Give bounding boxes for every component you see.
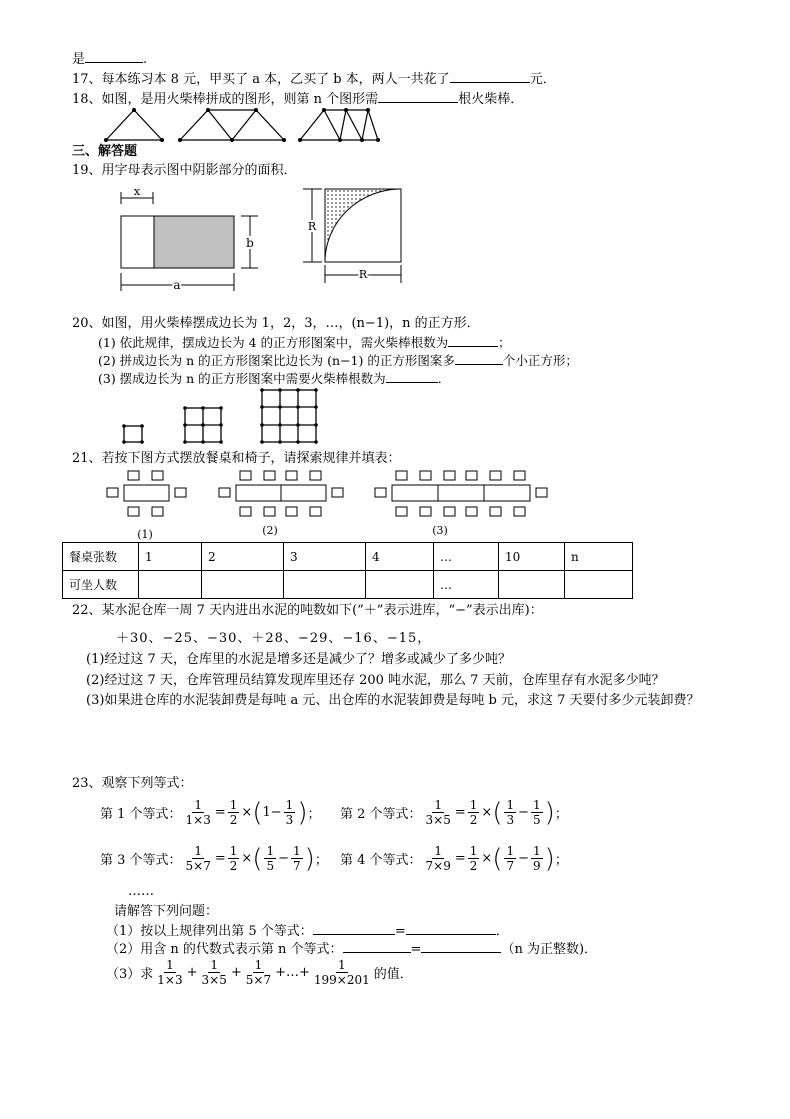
chair — [152, 471, 163, 480]
answer-blank[interactable] — [386, 370, 438, 383]
question-18: 18、如图，是用火柴棒拼成的图形，则第 n 个图形需 根火柴棒． — [72, 92, 524, 107]
q23-ask: 请解答下列问题： — [114, 904, 219, 919]
tables-chairs-figure — [100, 466, 560, 542]
q22-part-3: (3)如果进仓库的水泥装卸费是每吨 a 元、出仓库的水泥装卸费是每吨 b 元，求这 7 天要付多少元装卸费？ — [86, 693, 700, 708]
question-22: 22、某水泥仓库一周 7 天内进出水泥的吨数如下(“＋”表示进库，“−”表示出库)： — [72, 603, 543, 618]
label-x: x — [133, 185, 141, 198]
q20-part-1: (1) 依此规律，摆成边长为 4 的正方形图案中，需火柴棒根数为 ； — [98, 335, 511, 350]
square-size-3 — [262, 390, 316, 442]
label-a: a — [173, 278, 181, 292]
equation-3: 第 3 个等式： $\frac{1}{5\times 7}$ = $\frac{1}{2}$ × ( $\frac{1}{5}$ − $\frac{1}{7}$ ) ； — [100, 843, 328, 874]
label-b: b — [246, 236, 254, 250]
table — [124, 485, 169, 501]
question-20: 20、如图，用火柴棒摆成边长为 1，2，3，…，(n−1)，n 的正方形． — [72, 316, 480, 331]
question-23: 23、观察下列等式： — [72, 776, 193, 791]
table-cell: 2 — [202, 543, 284, 571]
table-cell: 餐桌张数 — [63, 543, 139, 571]
equation-1: 第 1 个等式： $\frac{1}{1\times 3}$ = $\frac{1}{2}$ × ( 1 − $\frac{1}{3}$ ) ； — [100, 797, 321, 828]
quarter-circle-figure — [303, 189, 401, 283]
q23-part-2: （2）用含 n 的代数式表示第 n 个等式： = （n 为正整数)． — [106, 942, 598, 957]
table — [438, 485, 484, 501]
figure-label: (2) — [262, 524, 278, 537]
q23-part-1: （1）按以上规律列出第 5 个等式： = ． — [106, 924, 509, 939]
table-cell: 可坐人数 — [63, 571, 139, 599]
answer-blank[interactable] — [85, 50, 143, 63]
chair — [152, 507, 163, 516]
table-cell: n — [565, 543, 633, 571]
matchstick-squares-figure — [115, 386, 335, 448]
table-input-cell[interactable] — [499, 571, 565, 599]
table-input-cell[interactable] — [284, 571, 366, 599]
triangle-figure-1 — [106, 110, 162, 140]
answer-blank[interactable] — [455, 352, 503, 365]
chair — [128, 507, 139, 516]
question-19: 19、用字母表示图中阴影部分的面积． — [72, 163, 297, 178]
question-21: 21、若按下图方式摆放餐桌和椅子，请探索规律并填表： — [72, 451, 401, 466]
chair — [128, 471, 139, 480]
area-figures — [110, 185, 410, 300]
shaded-region — [154, 216, 234, 268]
answer-blank[interactable] — [313, 922, 395, 935]
answer-blank[interactable] — [450, 70, 530, 83]
label-R-horizontal: R — [358, 268, 368, 281]
q20-part-3: (3) 摆成边长为 n 的正方形图案中需要火柴棒根数为 ． — [98, 371, 451, 386]
table-cell: … — [434, 571, 499, 599]
q16-tail: 是 . — [72, 52, 148, 67]
ellipsis: …… — [128, 884, 154, 899]
rectangle-figure — [121, 185, 258, 292]
table-input-cell[interactable] — [366, 571, 434, 599]
equation-2: 第 2 个等式： $\frac{1}{3\times 5}$ = $\frac{1}{2}$ × ( $\frac{1}{3}$ − $\frac{1}{5}$ ) ； — [340, 797, 568, 828]
matchstick-triangles-figure — [100, 106, 380, 146]
table — [281, 485, 326, 501]
chair — [175, 488, 186, 497]
table-cell: 3 — [284, 543, 366, 571]
table-input-cell[interactable] — [202, 571, 284, 599]
q22-data: ＋30、−25、−30、＋28、−29、−16、−15， — [116, 631, 432, 646]
table-cell: 10 — [499, 543, 565, 571]
table-cell: … — [434, 543, 499, 571]
tables-chairs-table — [62, 542, 633, 599]
answer-blank[interactable] — [378, 90, 458, 103]
label-R-vertical: R — [307, 220, 317, 233]
square-size-1 — [124, 426, 142, 442]
table — [392, 485, 438, 501]
table — [484, 485, 530, 501]
table-cell: 1 — [139, 543, 202, 571]
q20-part-2: (2) 拼成边长为 n 的正方形图案比边长为 (n−1) 的正方形图案多 个小正方形； — [98, 353, 578, 368]
answer-blank[interactable] — [421, 940, 501, 953]
table-input-cell[interactable] — [139, 571, 202, 599]
question-17: 17、每本练习本 8 元，甲买了 a 本，乙买了 b 本，两人一共花了 元． — [72, 72, 556, 87]
answer-blank[interactable] — [406, 922, 496, 935]
table — [236, 485, 281, 501]
q22-part-1: (1)经过这 7 天，仓库里的水泥是增多还是减少了？增多或减少了多少吨？ — [86, 652, 511, 667]
table-input-cell[interactable] — [565, 571, 633, 599]
figure-label: (3) — [432, 524, 448, 537]
triangle-figure-2 — [180, 110, 284, 140]
triangle-figure-3 — [300, 110, 378, 140]
answer-blank[interactable] — [343, 940, 411, 953]
table-cell: 4 — [366, 543, 434, 571]
table-row — [63, 571, 633, 599]
section-heading: 三、解答题 — [72, 144, 138, 159]
q23-part-3: （3）求 $\frac{1}{1\times 3}$ + $\frac{1}{3\times 5}$ + $\frac{1}{5\times 7}$ +…+ $\frac{1}{199\times 201}$ 的值． — [106, 958, 413, 987]
table-row — [63, 543, 633, 571]
answer-blank[interactable] — [448, 334, 498, 347]
q22-part-2: (2)经过这 7 天，仓库管理员结算发现库里还存 200 吨水泥，那么 7 天前，仓库里存有水泥多少吨？ — [86, 673, 665, 688]
figure-label: (1) — [137, 528, 153, 541]
chair — [107, 488, 118, 497]
equation-4: 第 4 个等式： $\frac{1}{7\times 9}$ = $\frac{1}{2}$ × ( $\frac{1}{7}$ − $\frac{1}{9}$ ) ； — [340, 843, 568, 874]
